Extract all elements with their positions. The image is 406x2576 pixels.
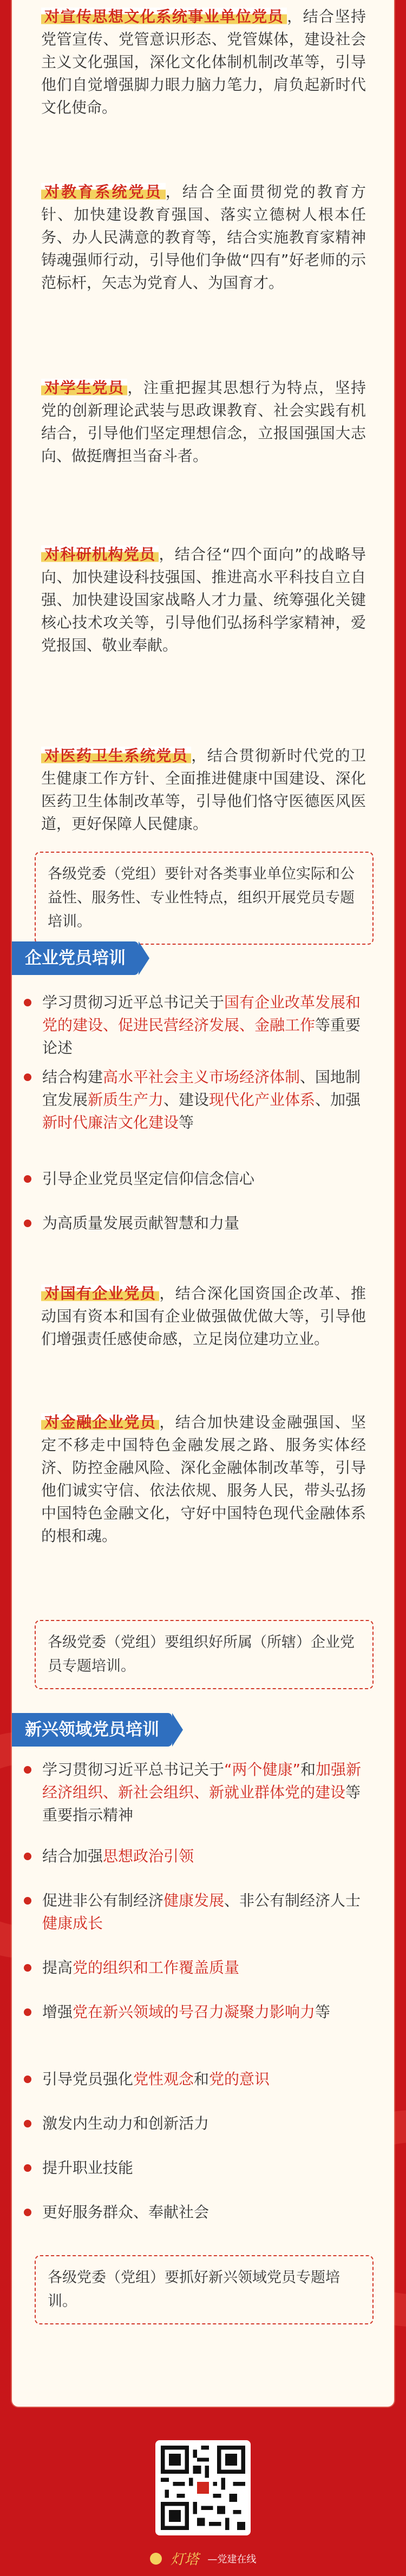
health-label: 对医药卫生系统党员 bbox=[41, 747, 191, 765]
bullet-dot bbox=[24, 2008, 31, 2016]
qr-code-image bbox=[161, 2446, 245, 2530]
bullet-dot bbox=[24, 1964, 31, 1972]
students-text: ，注重把握其思想行为特点，坚持党的创新理论武装与思政课教育、社会实践有机结合，引导他们坚定理想信念，立报国强国大志向、做挺膺担当奋斗者。 bbox=[41, 379, 366, 465]
bullet-dot bbox=[24, 1175, 31, 1183]
bullet-dot bbox=[24, 2120, 31, 2127]
emerging-bullet-7: 激发内生动力和创新活力 bbox=[42, 2112, 372, 2135]
emerging-bullet-9: 更好服务群众、奉献社会 bbox=[42, 2201, 372, 2224]
bullet-dot bbox=[24, 1220, 31, 1227]
propaganda-label: 对宣传思想文化系统事业单位党员 bbox=[41, 8, 287, 25]
emerging-bullet-3: 促进非公有制经济健康发展、非公有制经济人士健康成长 bbox=[42, 1889, 372, 1935]
enterprise-bullet-3: 引导企业党员坚定信仰信念信心 bbox=[42, 1168, 372, 1190]
note-enterprise: 各级党委（党组）要组织好所属（所辖）企业党员专题培训。 bbox=[35, 1620, 374, 1689]
enterprise-bullet-1: 学习贯彻习近平总书记关于国有企业改革发展和党的建设、促进民营经济发展、金融工作等重要论述 bbox=[42, 991, 372, 1059]
finance-paragraph bbox=[41, 1411, 366, 1547]
emerging-bullet-4: 提高党的组织和工作覆盖质量 bbox=[42, 1956, 372, 1979]
emerging-bullet-2: 结合加强思想政治引领 bbox=[42, 1845, 372, 1868]
bullet-dot bbox=[24, 1897, 31, 1905]
research-text: ，结合径“四个面向”的战略导向、加快建设科技强国、推进高水平科技自立自强、加快建设国家战略人才力量、统筹强化关键核心技术攻关等，引导他们弘扬科学家精神，爱党报国、敬业奉献。 bbox=[41, 545, 366, 654]
emerging-bullet-6: 引导党员强化党性观念和党的意识 bbox=[42, 2068, 372, 2091]
bullet-dot bbox=[24, 999, 31, 1006]
enterprise-bullet-2: 结合构建高水平社会主义市场经济体制、国地制宜发展新质生产力、建设现代化产业体系、加强新时代廉洁文化建设等 bbox=[42, 1066, 372, 1134]
footer bbox=[0, 2548, 406, 2570]
propaganda-text: ，结合坚持党管宣传、党管意识形态、党管媒体，建设社会主义文化强国，深化文化体制机制改革等，引导他们自觉增强脚力眼力脑力笔力，肩负起新时代文化使命。 bbox=[41, 8, 366, 116]
students-label: 对学生党员 bbox=[41, 379, 127, 397]
party-emblem-icon bbox=[150, 2553, 162, 2565]
emerging-bullet-1: 学习贯彻习近平总书记关于“两个健康”和加强新经济组织、新社会组织、新就业群体党的建设等重要指示精神 bbox=[42, 1758, 372, 1827]
content-panel bbox=[12, 0, 394, 2407]
bullet-dot bbox=[24, 2209, 31, 2216]
soe-paragraph bbox=[41, 1282, 366, 1350]
research-paragraph bbox=[41, 543, 366, 657]
qr-code[interactable] bbox=[155, 2440, 251, 2535]
education-text: ，结合全面贯彻党的教育方针、加快建设教育强国、落实立德树人根本任务、办人民满意的教育等，结合实施教育家精神铸魂强师行动，引导他们争做“四有”好老师的示范标杆，矢志为党育人、为国育才。 bbox=[41, 183, 366, 292]
bullet-dot bbox=[24, 2164, 31, 2172]
research-label: 对科研机构党员 bbox=[41, 545, 159, 563]
bullet-dot bbox=[24, 1766, 31, 1774]
bullet-dot bbox=[24, 1073, 31, 1081]
tab-emerging: 新兴领域党员培训 bbox=[12, 1713, 172, 1747]
emerging-bullet-5: 增强党在新兴领域的号召力凝聚力影响力等 bbox=[42, 2001, 372, 2024]
note-institutions: 各级党委（党组）要针对各类事业单位实际和公益性、服务性、专业性特点，组织开展党员专题培训。 bbox=[35, 852, 374, 945]
bullet-dot bbox=[24, 2076, 31, 2083]
footer-slogan: 灯塔 bbox=[170, 2552, 199, 2568]
propaganda-paragraph bbox=[41, 5, 366, 119]
note-emerging: 各级党委（党组）要抓好新兴领域党员专题培训。 bbox=[35, 2255, 374, 2324]
education-label: 对教育系统党员 bbox=[41, 183, 166, 201]
footer-brand: —党建在线 bbox=[207, 2553, 257, 2565]
students-paragraph bbox=[41, 377, 366, 467]
emerging-bullet-8: 提升职业技能 bbox=[42, 2157, 372, 2179]
bullet-dot bbox=[24, 1853, 31, 1860]
health-text: ，结合贯彻新时代党的卫生健康工作方针、全面推进健康中国建设、深化医药卫生体制改革等，引导他们恪守医德医风医道，更好保障人民健康。 bbox=[41, 747, 366, 833]
finance-label: 对金融企业党员 bbox=[41, 1413, 159, 1431]
tab-enterprise: 企业党员培训 bbox=[12, 941, 139, 975]
finance-text: ，结合加快建设金融强国、坚定不移走中国特色金融发展之路、服务实体经济、防控金融风险、深化金融体制改革等，引导他们诚实守信、依法依规、服务人民，带头弘扬中国特色金融文化，守好中国特色现代金融体系的根和魂。 bbox=[41, 1413, 366, 1545]
education-paragraph bbox=[41, 181, 366, 294]
soe-label: 对国有企业党员 bbox=[41, 1284, 159, 1302]
health-paragraph bbox=[41, 745, 366, 835]
soe-text: ，结合深化国资国企改革、推动国有资本和国有企业做强做优做大等，引导他们增强责任感使命感，立足岗位建功立业。 bbox=[41, 1284, 366, 1348]
enterprise-bullet-4: 为高质量发展贡献智慧和力量 bbox=[42, 1212, 372, 1235]
